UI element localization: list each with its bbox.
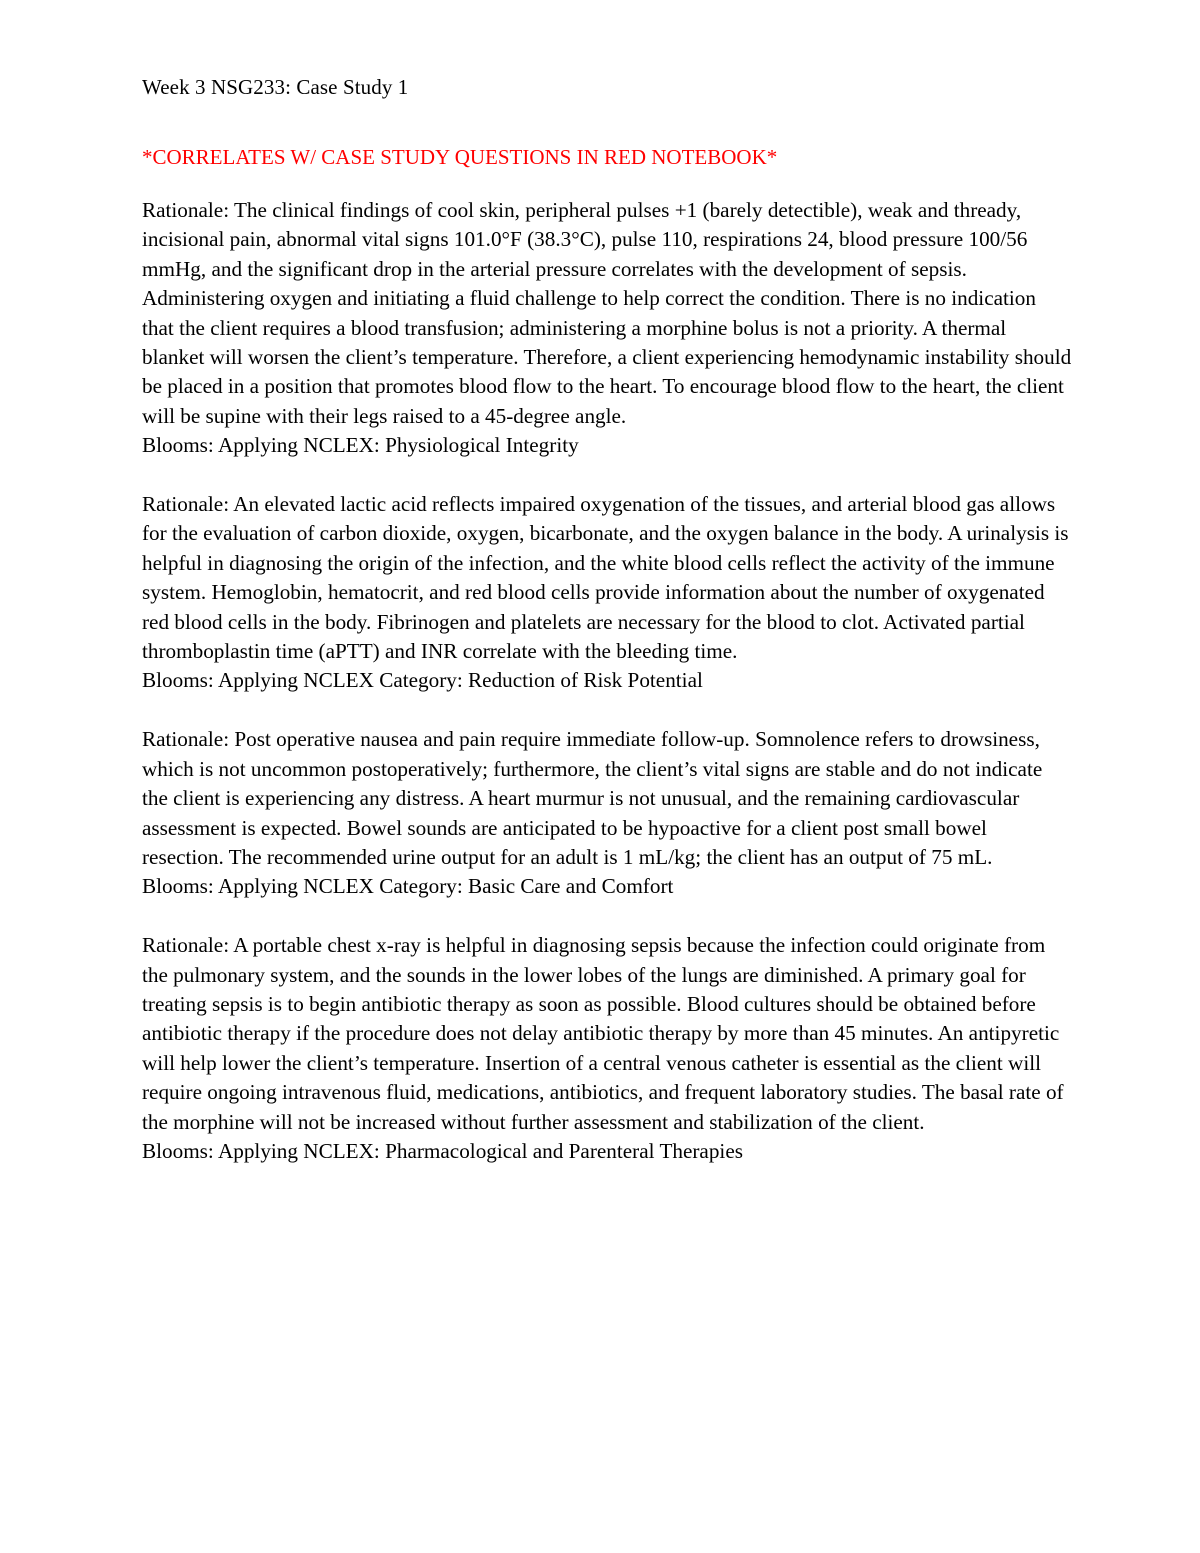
rationale-text: Rationale: Post operative nausea and pain require immediate follow-up. Somnolence refers to drowsiness, which is not uncommon postoperatively; furthermore, the client’s vital signs are stable and do not indicate the client is experiencing any distress. A heart murmur is not unusual, and the remaining cardiovascular assessment is expected. Bowel sounds are anticipated to be hypoactive for a client post small bowel resection. The recommended urine output for an adult is 1 mL/kg; the client has an output of 75 mL.: [142, 727, 1043, 869]
blooms-line: Blooms: Applying NCLEX: Physiological Integrity: [142, 433, 579, 458]
blooms-line: Blooms: Applying NCLEX Category: Basic Care and Comfort: [142, 874, 674, 899]
red-notice: *CORRELATES W/ CASE STUDY QUESTIONS IN RED NOTEBOOK*: [142, 145, 778, 169]
blooms-line: Blooms: Applying NCLEX: Pharmacological and Parenteral Therapies: [142, 1138, 743, 1163]
rationale-text: Rationale: An elevated lactic acid reflects impaired oxygenation of the tissues, and arterial blood gas allows for the evaluation of carbon dioxide, oxygen, bicarbonate, and the oxygen balance in the body. A urinalysis is helpful in diagnosing the origin of the infection, and the white blood cells reflect the activity of the immune system. Hemoglobin, hematocrit, and red blood cells provide information about the number of oxygenated red blood cells in the body. Fibrinogen and platelets are necessary for the blood to clot. Activated partial thromboplastin time (aPTT) and INR correlate with the bleeding time.: [142, 492, 1069, 664]
rationale-section-2: [142, 490, 1072, 696]
blooms-line: Blooms: Applying NCLEX Category: Reduction of Risk Potential: [142, 668, 703, 693]
rationale-section-4: [142, 931, 1072, 1166]
document-header: Week 3 NSG233: Case Study 1: [142, 75, 409, 99]
rationale-text: Rationale: The clinical findings of cool skin, peripheral pulses +1 (barely detectible), weak and thready, incisional pain, abnormal vital signs 101.0°F (38.3°C), pulse 110, respirations 24, blood pressure 100/56 mmHg, and the significant drop in the arterial pressure correlates with the development of sepsis. Administering oxygen and initiating a fluid challenge to help correct the condition. There is no indication that the client requires a blood transfusion; administering a morphine bolus is not a priority. A thermal blanket will worsen the client’s temperature. Therefore, a client experiencing hemodynamic instability should be placed in a position that promotes blood flow to the heart. To encourage blood flow to the heart, the client will be supine with their legs raised to a 45-degree angle.: [142, 198, 1072, 428]
rationale-text: Rationale: A portable chest x-ray is helpful in diagnosing sepsis because the infection could originate from the pulmonary system, and the sounds in the lower lobes of the lungs are diminished. A primary goal for treating sepsis is to begin antibiotic therapy as soon as possible. Blood cultures should be obtained before antibiotic therapy if the procedure does not delay antibiotic therapy by more than 45 minutes. An antipyretic will help lower the client’s temperature. Insertion of a central venous catheter is essential as the client will require ongoing intravenous fluid, medications, antibiotics, and frequent laboratory studies. The basal rate of the morphine will not be increased without further assessment and stabilization of the client.: [142, 933, 1064, 1134]
rationale-section-1: [142, 196, 1072, 461]
rationale-section-3: [142, 725, 1072, 901]
rationale-list: [142, 196, 1072, 1196]
